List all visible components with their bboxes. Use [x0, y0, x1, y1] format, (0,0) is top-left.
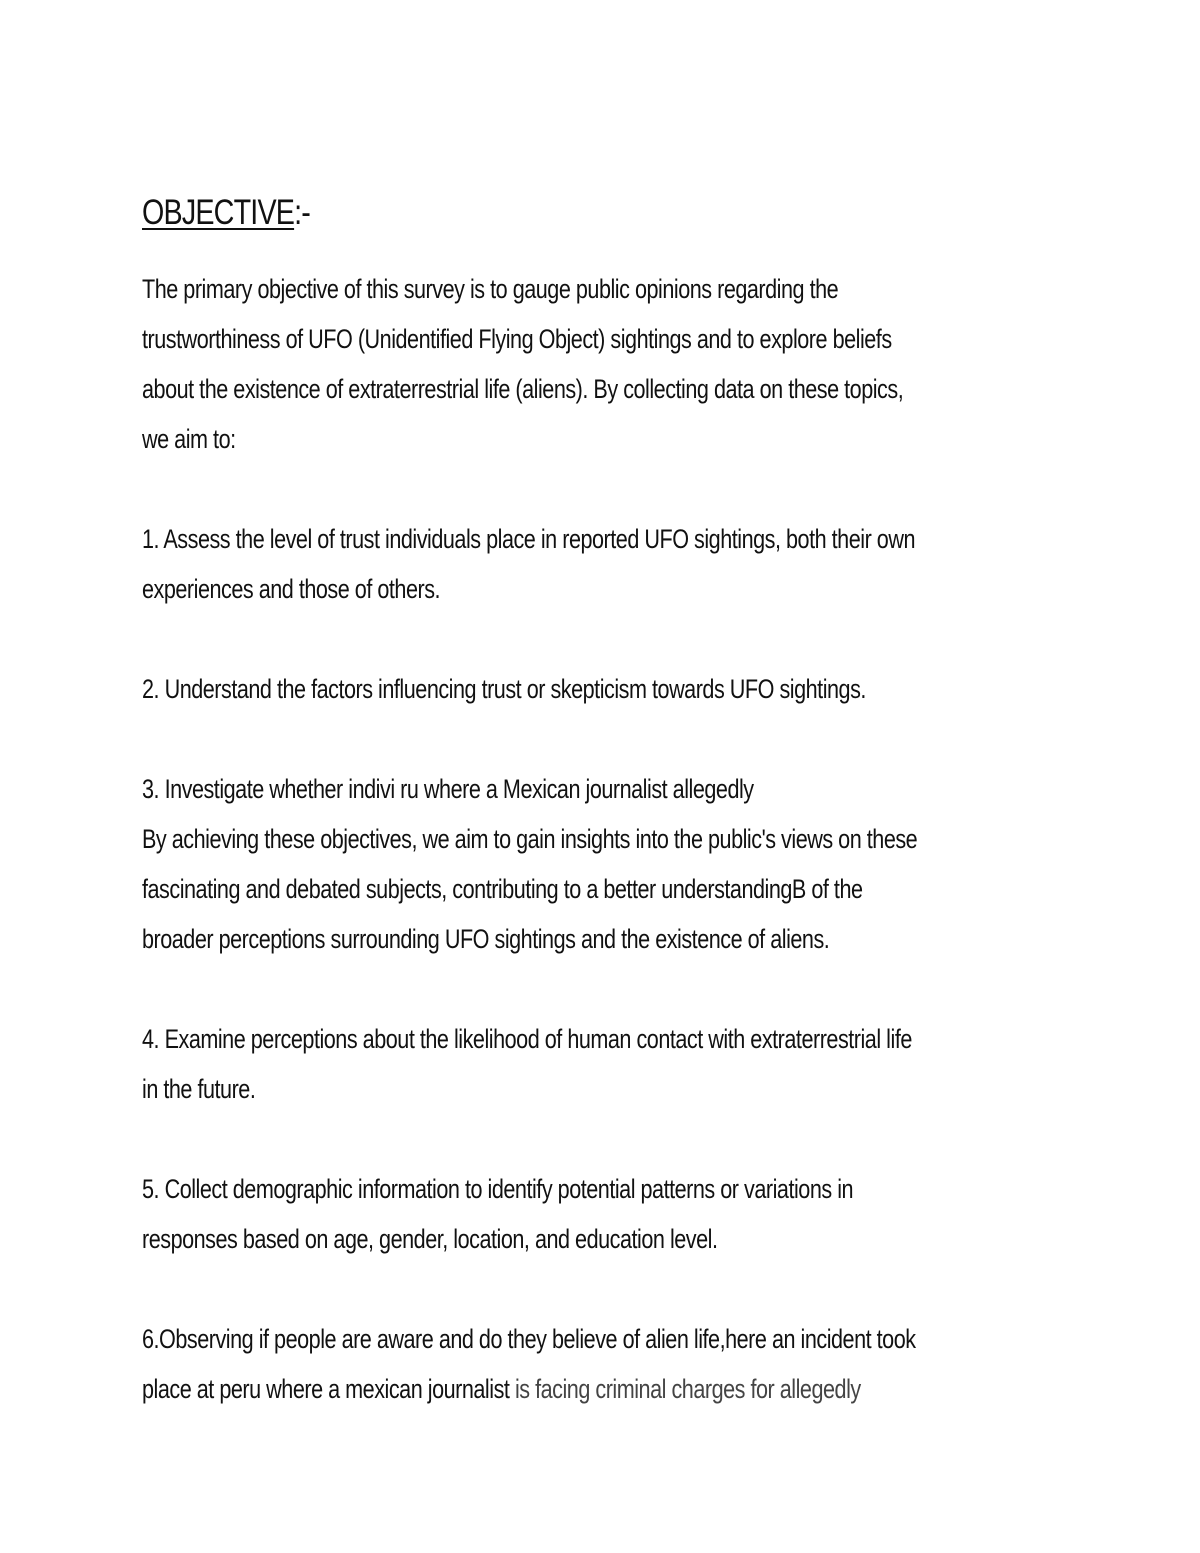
item-line: in the future.	[142, 1074, 256, 1104]
document-content	[142, 188, 1072, 1414]
paragraph-gap	[142, 1264, 1072, 1314]
intro-line: The primary objective of this survey is to gauge public opinions regarding the	[142, 274, 839, 304]
heading-suffix: :-	[294, 193, 310, 232]
intro-paragraph	[142, 264, 1074, 464]
intro-line: trustworthiness of UFO (Unidentified Flying Object) sightings and to explore beliefs	[142, 324, 892, 354]
paragraph-gap	[142, 964, 1072, 1014]
item-line: responses based on age, gender, location, and education level.	[142, 1224, 718, 1254]
item-line: fascinating and debated subjects, contributing to a better understandingB of the	[142, 874, 863, 904]
objective-item-6	[142, 1314, 1074, 1414]
paragraph-gap	[142, 1114, 1072, 1164]
item-line: 5. Collect demographic information to identify potential patterns or variations in	[142, 1174, 854, 1204]
objective-item-4	[142, 1014, 1074, 1114]
item-line: By achieving these objectives, we aim to gain insights into the public's views on these	[142, 824, 918, 854]
item-line: 1. Assess the level of trust individuals place in reported UFO sightings, both their own	[142, 524, 915, 554]
item-line: 3. Investigate whether indivi ru where a Mexican journalist allegedly	[142, 774, 754, 804]
paragraph-gap	[142, 714, 1072, 764]
objective-item-2	[142, 664, 1074, 714]
item-line	[142, 1364, 1074, 1414]
paragraph-gap	[142, 614, 1072, 664]
item-line: broader perceptions surrounding UFO sightings and the existence of aliens.	[142, 924, 830, 954]
objective-item-3	[142, 764, 1074, 964]
intro-line: about the existence of extraterrestrial life (aliens). By collecting data on these topics,	[142, 374, 904, 404]
item-line: 4. Examine perceptions about the likelihood of human contact with extraterrestrial life	[142, 1024, 912, 1054]
section-heading	[142, 188, 905, 238]
item-line: 2. Understand the factors influencing trust or skepticism towards UFO sightings.	[142, 674, 866, 704]
objective-item-5	[142, 1164, 1074, 1264]
heading-word: OBJECTIVE	[142, 193, 295, 232]
item-line: experiences and those of others.	[142, 574, 441, 604]
item-line-start: place at peru where a mexican journalist	[142, 1374, 515, 1404]
intro-line: we aim to:	[142, 424, 236, 454]
item-line-end: is facing criminal charges for allegedly	[514, 1374, 861, 1404]
item-line: 6.Observing if people are aware and do they believe of alien life,here an incident took	[142, 1324, 916, 1354]
paragraph-gap	[142, 464, 1072, 514]
objective-item-1	[142, 514, 1074, 614]
